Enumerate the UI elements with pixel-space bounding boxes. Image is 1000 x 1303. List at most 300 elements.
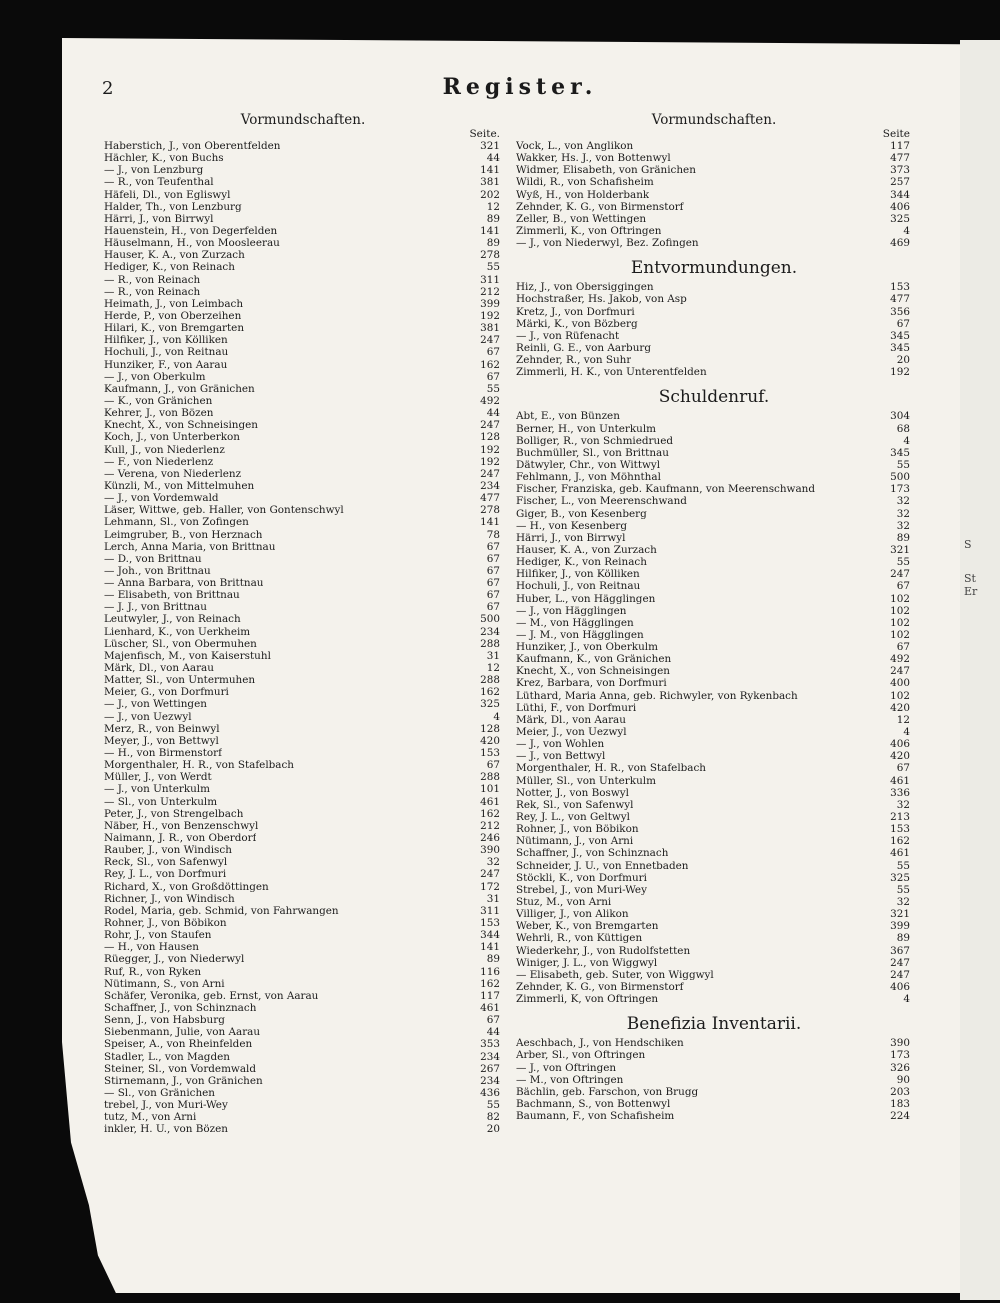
index-entry <box>516 726 912 738</box>
index-entry <box>104 881 502 893</box>
entry-name: Aeschbach, J., von Hendschiken <box>516 1037 684 1050</box>
index-entry <box>516 787 912 799</box>
index-entry <box>516 775 912 787</box>
entry-page: 67 <box>486 370 500 383</box>
entry-name: Märki, K., von Bözberg <box>516 317 638 330</box>
index-entry <box>104 1087 502 1099</box>
entry-page: 461 <box>890 774 910 787</box>
entry-name: — R., von Reinach <box>104 273 201 286</box>
entry-page: 288 <box>480 637 500 650</box>
entry-name: Müller, J., von Werdt <box>104 771 212 784</box>
entry-name: Krez, Barbara, von Dorfmuri <box>516 677 667 690</box>
entry-page: 67 <box>896 762 910 775</box>
entry-name: — J., von Uezwyl <box>104 710 192 723</box>
entry-page: 89 <box>486 237 500 250</box>
entry-page: 67 <box>486 589 500 602</box>
index-entry <box>104 164 502 176</box>
entry-page: 68 <box>896 422 910 435</box>
entry-name: Heimath, J., von Leimbach <box>104 297 244 310</box>
entry-page: 492 <box>890 653 910 666</box>
entry-name: Zimmerli, H. K., von Unterentfelden <box>516 366 707 379</box>
entry-page: 20 <box>896 354 910 367</box>
index-entry <box>104 820 502 832</box>
entry-page: 31 <box>486 649 500 662</box>
entry-name: Meier, J., von Uezwyl <box>516 726 627 739</box>
entry-page: 288 <box>480 674 500 687</box>
index-entry <box>104 723 502 735</box>
entry-page: 500 <box>480 613 500 626</box>
index-entry <box>516 508 912 520</box>
index-entry <box>104 711 502 723</box>
seite-header: Seite. <box>469 128 500 140</box>
entry-name: — F., von Niederlenz <box>104 455 214 468</box>
entry-name: Zimmerli, K., von Oftringen <box>516 224 662 237</box>
entry-page: 141 <box>480 516 500 529</box>
entry-page: 78 <box>486 528 500 541</box>
entry-name: Stirnemann, J., von Gränichen <box>104 1074 263 1087</box>
entry-name: Steiner, Sl., von Vordemwald <box>104 1062 256 1075</box>
index-entry <box>516 189 912 201</box>
entry-name: Richner, J., von Windisch <box>104 892 235 905</box>
entry-page: 356 <box>890 305 910 318</box>
entry-name: Leimgruber, B., von Herznach <box>104 528 263 541</box>
index-entry <box>104 953 502 965</box>
entry-page: 55 <box>896 556 910 569</box>
index-entry <box>104 613 502 625</box>
entry-page: 31 <box>486 892 500 905</box>
index-entry <box>516 176 912 188</box>
left-column <box>104 112 502 1136</box>
entry-page: 247 <box>480 467 500 480</box>
entry-name: — J., von Lenzburg <box>104 164 204 177</box>
index-entry <box>516 884 912 896</box>
entry-name: Hediger, K., von Reinach <box>516 556 647 569</box>
index-entry <box>516 605 912 617</box>
index-entry <box>516 762 912 774</box>
entry-page: 461 <box>890 847 910 860</box>
index-entry <box>104 601 502 613</box>
entry-name: Zehnder, K. G., von Birmenstorf <box>516 200 684 213</box>
entry-name: Giger, B., von Kesenberg <box>516 507 647 520</box>
entry-name: Rüegger, J., von Niederwyl <box>104 953 245 966</box>
entry-name: Hochstraßer, Hs. Jakob, von Asp <box>516 293 687 306</box>
entry-name: Senn, J., von Habsburg <box>104 1014 225 1027</box>
entry-page: 247 <box>890 665 910 678</box>
index-entry <box>516 568 912 580</box>
entry-page: 353 <box>480 1038 500 1051</box>
entry-name: — J., von Rüfenacht <box>516 329 620 342</box>
entry-page: 117 <box>890 140 910 152</box>
entry-name: Hilfiker, J., von Kölliken <box>516 568 640 581</box>
index-entry <box>516 520 912 532</box>
entry-page: 82 <box>486 1111 500 1124</box>
entry-name: Nütimann, J., von Arni <box>516 835 634 848</box>
section-list <box>516 112 912 1122</box>
entry-name: Winiger, J. L., von Wiggwyl <box>516 956 658 969</box>
index-entry <box>104 990 502 1002</box>
section-title: Vormundschaften. <box>240 112 366 128</box>
entry-page: 406 <box>890 981 910 993</box>
index-entry <box>516 1098 912 1110</box>
entry-page: 247 <box>480 868 500 881</box>
entry-page: 153 <box>480 917 500 929</box>
entry-name: Fischer, L., von Meerenschwand <box>516 495 687 508</box>
entry-page: 278 <box>480 249 500 262</box>
entry-page: 311 <box>480 904 500 917</box>
entry-name: — R., von Reinach <box>104 285 201 298</box>
entry-name: Naimann, J. R., von Oberdorf <box>104 832 257 845</box>
entry-page: 153 <box>480 747 500 760</box>
entry-name: — H., von Birmenstorf <box>104 747 222 760</box>
entry-name: Notter, J., von Boswyl <box>516 786 629 799</box>
entry-name: Künzli, M., von Mittelmuhen <box>104 479 255 492</box>
entry-name: — J., von Unterkulm <box>104 783 210 796</box>
entry-page: 436 <box>480 1086 500 1099</box>
entry-page: 373 <box>890 164 910 177</box>
entry-name: Lerch, Anna Maria, von Brittnau <box>104 540 276 553</box>
entry-page: 321 <box>480 140 500 152</box>
seite-header: Seite <box>882 128 910 140</box>
index-entry <box>104 650 502 662</box>
entry-page: 367 <box>890 944 910 957</box>
index-entry <box>104 1063 502 1075</box>
entry-page: 212 <box>480 285 500 298</box>
index-entry <box>104 832 502 844</box>
entry-name: Richard, X., von Großdöttingen <box>104 880 269 893</box>
index-entry <box>104 383 502 395</box>
index-entry <box>516 201 912 213</box>
entry-page: 153 <box>890 823 910 836</box>
section-title: Entvormundungen. <box>630 258 798 279</box>
entry-name: Rohr, J., von Staufen <box>104 929 212 942</box>
entry-name: Hiz, J., von Obersiggingen <box>516 281 654 294</box>
index-entry <box>104 541 502 553</box>
index-entry <box>516 896 912 908</box>
entry-page: 67 <box>486 346 500 359</box>
entry-name: — J., von Niederwyl, Bez. Zofingen <box>516 237 699 250</box>
entry-page: 234 <box>480 625 500 638</box>
entry-page: 247 <box>890 968 910 981</box>
entry-page: 44 <box>486 1026 500 1039</box>
index-entry <box>104 225 502 237</box>
entry-name: Meier, G., von Dorfmuri <box>104 686 229 699</box>
index-entry <box>516 152 912 164</box>
index-entry <box>516 435 912 447</box>
entry-page: 477 <box>890 293 910 306</box>
entry-page: 183 <box>890 1097 910 1110</box>
entry-name: Müller, Sl., von Unterkulm <box>516 774 656 787</box>
entry-page: 500 <box>890 471 910 484</box>
index-entry <box>104 407 502 419</box>
entry-name: — J., von Wettingen <box>104 698 207 711</box>
entry-page: 345 <box>890 329 910 342</box>
entry-page: 67 <box>896 580 910 593</box>
index-entry <box>516 993 912 1005</box>
index-entry <box>516 459 912 471</box>
index-entry <box>516 1086 912 1098</box>
entry-list <box>104 140 502 1136</box>
index-entry <box>104 747 502 759</box>
entry-name: Strebel, J., von Muri-Wey <box>516 883 647 896</box>
entry-name: Majenfisch, M., von Kaiserstuhl <box>104 649 271 662</box>
index-entry <box>104 735 502 747</box>
index-entry <box>104 1002 502 1014</box>
entry-page: 153 <box>890 281 910 294</box>
entry-name: Hediger, K., von Reinach <box>104 261 235 274</box>
entry-name: Nütimann, S., von Arni <box>104 977 225 990</box>
index-entry <box>104 152 502 164</box>
entry-name: Märk, Dl., von Aarau <box>516 713 626 726</box>
entry-name: Rodel, Maria, geb. Schmid, von Fahrwangen <box>104 904 339 917</box>
entry-name: — J., von Oftringen <box>516 1061 617 1074</box>
index-entry <box>516 330 912 342</box>
index-entry <box>516 811 912 823</box>
entry-page: 32 <box>896 896 910 909</box>
index-entry <box>104 249 502 261</box>
entry-name: Weber, K., von Bremgarten <box>516 920 659 933</box>
entry-page: 213 <box>890 811 910 824</box>
entry-name: — H., von Kesenberg <box>516 519 628 532</box>
index-entry <box>104 978 502 990</box>
index-entry <box>104 444 502 456</box>
entry-name: Lüthard, Maria Anna, geb. Richwyler, von Rykenbach <box>516 689 798 702</box>
index-entry <box>516 750 912 762</box>
entry-page: 55 <box>486 382 500 395</box>
index-entry <box>516 690 912 702</box>
entry-name: Kretz, J., von Dorfmuri <box>516 305 635 318</box>
index-entry <box>516 225 912 237</box>
entry-name: Dätwyler, Chr., von Wittwyl <box>516 458 661 471</box>
index-entry <box>516 544 912 556</box>
index-entry <box>104 1111 502 1123</box>
entry-name: trebel, J., von Muri-Wey <box>104 1099 228 1112</box>
entry-name: Matter, Sl., von Untermuhen <box>104 674 256 687</box>
entry-name: Lienhard, K., von Uerkheim <box>104 625 251 638</box>
entry-name: Näber, H., von Benzenschwyl <box>104 819 259 832</box>
index-entry <box>516 1062 912 1074</box>
entry-name: Bachmann, S., von Bottenwyl <box>516 1097 671 1110</box>
index-entry <box>104 589 502 601</box>
entry-name: Zehnder, K. G., von Birmenstorf <box>516 981 684 993</box>
entry-page: 192 <box>480 309 500 322</box>
entry-name: Bächlin, geb. Farschon, von Brugg <box>516 1085 699 1098</box>
entry-name: Kehrer, J., von Bözen <box>104 407 214 420</box>
entry-page: 67 <box>486 552 500 565</box>
index-entry <box>104 553 502 565</box>
entry-name: Härri, J., von Birrwyl <box>516 531 626 544</box>
index-entry <box>516 945 912 957</box>
entry-name: — Elisabeth, geb. Suter, von Wiggwyl <box>516 968 714 981</box>
entry-page: 32 <box>486 856 500 869</box>
entry-name: Knecht, X., von Schneisingen <box>104 419 258 432</box>
index-entry <box>516 872 912 884</box>
index-entry <box>104 662 502 674</box>
entry-page: 55 <box>486 261 500 274</box>
index-entry <box>516 702 912 714</box>
entry-page: 420 <box>890 750 910 763</box>
entry-page: 420 <box>480 734 500 747</box>
entry-name: — Verena, von Niederlenz <box>104 467 242 480</box>
index-entry <box>516 213 912 225</box>
page-number: 2 <box>102 78 114 99</box>
index-entry <box>104 213 502 225</box>
entry-page: 4 <box>493 710 500 723</box>
entry-page: 44 <box>486 152 500 165</box>
index-entry <box>516 447 912 459</box>
entry-page: 325 <box>890 212 910 225</box>
entry-name: — J., von Oberkulm <box>104 370 206 383</box>
entry-name: — Elisabeth, von Brittnau <box>104 589 240 602</box>
index-entry <box>104 893 502 905</box>
index-entry <box>104 480 502 492</box>
index-entry <box>104 140 502 152</box>
entry-name: — J., von Vordemwald <box>104 492 219 505</box>
entry-page: 102 <box>890 628 910 641</box>
entry-page: 67 <box>896 317 910 330</box>
entry-name: Morgenthaler, H. R., von Stafelbach <box>104 759 295 772</box>
index-entry <box>516 920 912 932</box>
entry-name: Schneider, J. U., von Ennetbaden <box>516 859 689 872</box>
entry-name: Fischer, Franziska, geb. Kaufmann, von Meerenschwand <box>516 483 815 496</box>
index-entry <box>104 638 502 650</box>
entry-name: Hilari, K., von Bremgarten <box>104 322 245 335</box>
entry-page: 247 <box>480 419 500 432</box>
entry-page: 400 <box>890 677 910 690</box>
entry-name: — J. M., von Hägglingen <box>516 628 644 641</box>
index-entry <box>104 516 502 528</box>
entry-page: 101 <box>480 783 500 796</box>
index-entry <box>516 556 912 568</box>
entry-name: Lehmann, Sl., von Zofingen <box>104 516 249 529</box>
entry-name: Reinli, G. E., von Aarburg <box>516 341 652 354</box>
entry-page: 420 <box>890 701 910 714</box>
entry-page: 461 <box>480 1001 500 1014</box>
entry-name: Hochuli, J., von Reitnau <box>104 346 229 359</box>
entry-name: Härri, J., von Birrwyl <box>104 212 214 225</box>
entry-page: 202 <box>480 188 500 201</box>
entry-name: — J. J., von Brittnau <box>104 601 207 614</box>
index-entry <box>104 261 502 273</box>
index-entry <box>104 917 502 929</box>
entry-page: 102 <box>890 616 910 629</box>
entry-page: 234 <box>480 479 500 492</box>
entry-name: Rey, J. L., von Geltwyl <box>516 811 630 824</box>
index-entry <box>516 1074 912 1086</box>
index-entry <box>104 456 502 468</box>
entry-page: 32 <box>896 495 910 508</box>
index-entry <box>104 334 502 346</box>
index-entry <box>516 981 912 993</box>
entry-name: Halder, Th., von Lenzburg <box>104 200 242 213</box>
entry-page: 325 <box>480 698 500 711</box>
entry-page: 399 <box>890 920 910 933</box>
entry-name: Speiser, A., von Rheinfelden <box>104 1038 253 1051</box>
entry-name: — Sl., von Gränichen <box>104 1086 215 1099</box>
entry-page: 288 <box>480 771 500 784</box>
entry-name: Villiger, J., von Alikon <box>516 908 629 921</box>
entry-page: 311 <box>480 273 500 286</box>
index-entry <box>104 237 502 249</box>
entry-name: — J., von Wohlen <box>516 738 605 751</box>
index-entry <box>104 1123 502 1135</box>
entry-page: 234 <box>480 1050 500 1063</box>
index-entry <box>104 941 502 953</box>
entry-page: 141 <box>480 941 500 954</box>
entry-name: — Joh., von Brittnau <box>104 564 211 577</box>
entry-name: Häfeli, Dl., von Egliswyl <box>104 188 231 201</box>
entry-page: 224 <box>890 1110 910 1123</box>
entry-page: 173 <box>890 483 910 496</box>
index-entry <box>516 410 912 422</box>
index-entry <box>516 593 912 605</box>
index-entry <box>516 471 912 483</box>
index-entry <box>516 677 912 689</box>
index-entry <box>516 908 912 920</box>
entry-page: 325 <box>890 871 910 884</box>
entry-name: Wildi, R., von Schafisheim <box>516 176 654 189</box>
entry-page: 162 <box>480 807 500 820</box>
entry-page: 406 <box>890 738 910 751</box>
index-entry <box>104 796 502 808</box>
entry-name: Rauber, J., von Windisch <box>104 844 232 857</box>
entry-page: 278 <box>480 504 500 517</box>
entry-name: Lüscher, Sl., von Obermuhen <box>104 637 257 650</box>
entry-page: 4 <box>903 224 910 237</box>
entry-name: — J., von Bettwyl <box>516 750 606 763</box>
index-entry <box>104 1099 502 1111</box>
entry-name: Rohner, J., von Böbikon <box>104 917 227 929</box>
entry-page: 55 <box>896 883 910 896</box>
entry-page: 116 <box>480 965 500 978</box>
index-entry <box>516 714 912 726</box>
page-title: Register. <box>442 74 598 100</box>
edge-fragment: Er <box>964 585 978 598</box>
entry-page: 247 <box>890 956 910 969</box>
edge-fragment: S <box>964 538 972 551</box>
entry-page: 212 <box>480 819 500 832</box>
entry-name: Widmer, Elisabeth, von Gränichen <box>516 164 696 177</box>
entry-name: Hauenstein, H., von Degerfelden <box>104 224 278 237</box>
entry-page: 141 <box>480 164 500 177</box>
index-entry <box>104 626 502 638</box>
entry-name: Rek, Sl., von Safenwyl <box>516 798 634 811</box>
entry-name: Berner, H., von Unterkulm <box>516 422 657 435</box>
entry-name: Herde, P., von Oberzeihen <box>104 309 242 322</box>
index-entry <box>516 932 912 944</box>
entry-name: Peter, J., von Strengelbach <box>104 807 244 820</box>
index-entry <box>104 1075 502 1087</box>
entry-page: 102 <box>890 689 910 702</box>
entry-name: Hauser, K. A., von Zurzach <box>104 249 245 262</box>
entry-name: Hächler, K., von Buchs <box>104 152 224 165</box>
index-entry <box>104 771 502 783</box>
right-column <box>516 112 912 1122</box>
entry-page: 173 <box>890 1049 910 1062</box>
entry-page: 172 <box>480 880 500 893</box>
index-entry <box>104 929 502 941</box>
entry-page: 67 <box>486 601 500 614</box>
entry-name: Arber, Sl., von Oftringen <box>516 1049 646 1062</box>
index-entry <box>516 495 912 507</box>
index-entry <box>516 957 912 969</box>
entry-name: Zeller, B., von Wettingen <box>516 212 647 225</box>
entry-name: Wehrli, R., von Küttigen <box>516 932 643 945</box>
index-entry <box>104 395 502 407</box>
entry-page: 4 <box>903 434 910 447</box>
section-title: Schuldenruf. <box>658 387 770 408</box>
entry-page: 90 <box>896 1073 910 1086</box>
index-entry <box>516 140 912 152</box>
